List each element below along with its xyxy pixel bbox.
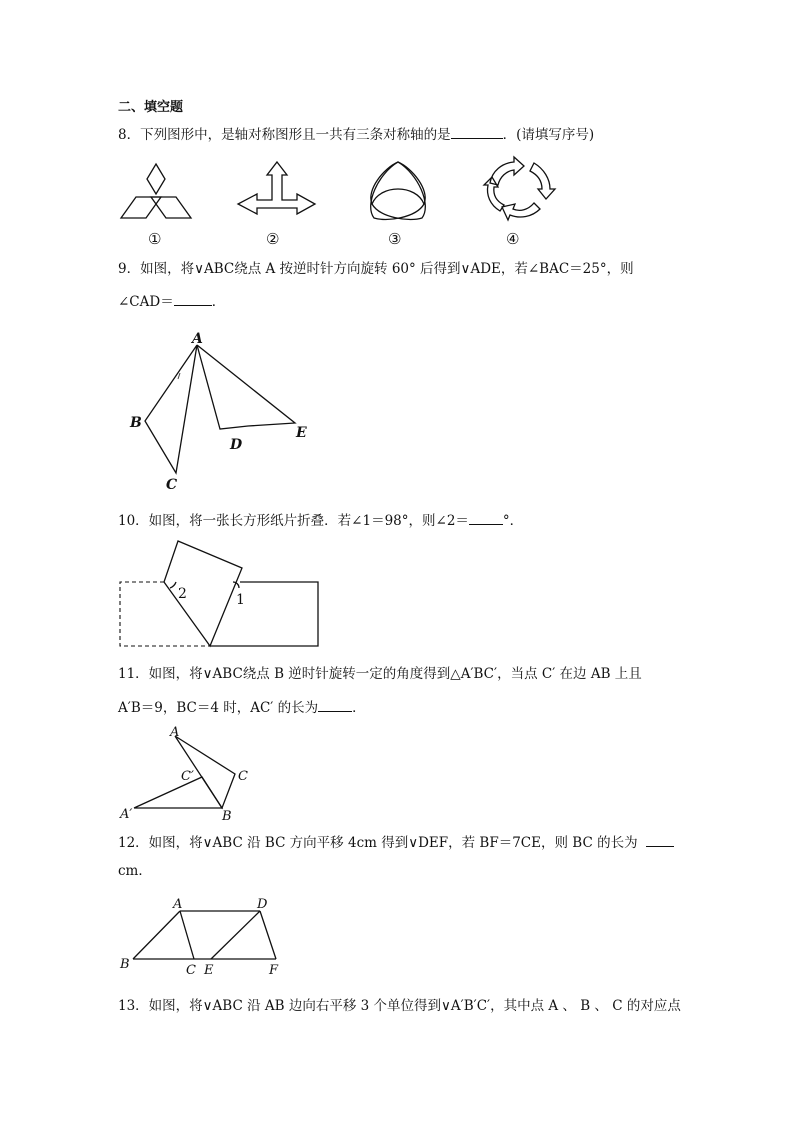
q10-text-after: °． xyxy=(502,513,524,529)
q11-text: A′B＝9，BC＝4 时，AC′ 的长为 xyxy=(118,700,319,716)
q11-text-after: ． xyxy=(352,700,366,716)
q9-figure-rotation xyxy=(120,325,330,495)
q8-figure-3-triquetra xyxy=(360,160,436,224)
label-b: B xyxy=(222,809,232,824)
segment-de xyxy=(211,911,260,959)
triangle-apbcp xyxy=(134,777,222,808)
original-paper-dashed xyxy=(120,582,210,646)
question-11-line-2 xyxy=(118,697,366,717)
label-a: A xyxy=(173,897,183,912)
q8-figure-1-rhombi xyxy=(118,162,198,222)
q9-answer-blank[interactable] xyxy=(174,291,212,306)
q8-text: 8．下列图形中，是轴对称图形且一共有三条对称轴的是 xyxy=(118,127,451,143)
option-4-label: ④ xyxy=(506,230,520,248)
segment-ac xyxy=(180,911,194,959)
question-9-line-1: 9．如图，将∨ABC绕点 A 按逆时针方向旋转 60° 后得到∨ADE，若∠BAC＝25°，则 xyxy=(118,261,634,277)
triangle-ade xyxy=(197,345,295,429)
q10-answer-blank[interactable] xyxy=(469,510,503,525)
question-8 xyxy=(118,124,594,144)
question-13-line-1: 13．如图，将∨ABC 沿 AB 边向右平移 3 个单位得到∨A′B′C′，其中点 A 、 B 、 C 的对应点 xyxy=(118,998,681,1014)
triangle-abc xyxy=(145,345,197,473)
q8-option-labels xyxy=(140,228,560,250)
section-title: 二、填空题 xyxy=(118,100,184,115)
rhombus-left xyxy=(121,197,161,218)
segment-ab xyxy=(133,911,180,959)
question-10 xyxy=(118,510,523,530)
rhombus-top xyxy=(147,164,165,194)
rhombus-right xyxy=(151,197,191,218)
q12-figure-translation xyxy=(118,893,288,979)
question-9-line-2 xyxy=(118,291,225,311)
question-12-line-1 xyxy=(118,832,674,852)
tick-mark xyxy=(178,373,180,379)
triquetra-arc xyxy=(372,189,424,204)
angle-1-label: 1 xyxy=(236,592,245,608)
label-b: B xyxy=(120,957,130,972)
q8-figure-4-circular-arrows xyxy=(478,155,560,225)
q9-text-after: ． xyxy=(211,294,226,310)
q11-figure-rotation xyxy=(118,722,258,826)
paper-outline xyxy=(210,582,318,646)
label-c: C xyxy=(166,477,178,493)
option-3-label: ③ xyxy=(388,230,402,248)
option-1-label: ① xyxy=(148,230,162,248)
label-e: E xyxy=(296,425,307,441)
q12-text: 12．如图，将∨ABC 沿 BC 方向平移 4cm 得到∨DEF，若 BF＝7CE，则 BC 的长为 xyxy=(118,835,638,851)
label-a: A xyxy=(170,725,180,740)
arrow-segment-3 xyxy=(502,203,540,220)
q9-angle-label: ∠CAD＝ xyxy=(118,294,174,310)
question-11-line-1: 11．如图，将∨ABC绕点 B 逆时针旋转一定的角度得到△A′BC′，当点 C′ 在边 AB 上且 xyxy=(118,666,642,682)
label-e: E xyxy=(204,963,214,978)
three-way-arrow xyxy=(238,162,315,214)
q10-figure-folded-paper xyxy=(118,538,324,652)
arrow-segment-1 xyxy=(490,157,524,185)
arrow-segment-4 xyxy=(484,177,504,211)
segment-df xyxy=(260,911,276,959)
option-2-label: ② xyxy=(266,230,280,248)
label-a-prime: A′ xyxy=(120,807,133,822)
q12-answer-blank[interactable] xyxy=(646,832,674,847)
angle-2-label: 2 xyxy=(178,586,187,602)
label-b: B xyxy=(130,415,142,431)
label-d: D xyxy=(257,897,268,912)
folded-flap xyxy=(164,541,242,646)
q10-text: 10．如图，将一张长方形纸片折叠．若∠1＝98°，则∠2＝ xyxy=(118,513,469,529)
q11-answer-blank[interactable] xyxy=(318,697,352,712)
question-12-line-2: cm． xyxy=(118,863,152,879)
q8-text-after: ．(请填写序号) xyxy=(502,127,595,143)
angle-2-arc xyxy=(170,582,176,588)
arrow-segment-2 xyxy=(530,163,555,199)
label-c: C xyxy=(186,963,196,978)
label-c-prime: C′ xyxy=(181,769,194,784)
label-c: C xyxy=(238,769,248,784)
label-a: A xyxy=(192,331,203,347)
label-d: D xyxy=(230,437,243,453)
q8-figure-2-arrows xyxy=(232,162,322,222)
q8-answer-blank[interactable] xyxy=(451,124,503,139)
label-f: F xyxy=(269,963,279,978)
